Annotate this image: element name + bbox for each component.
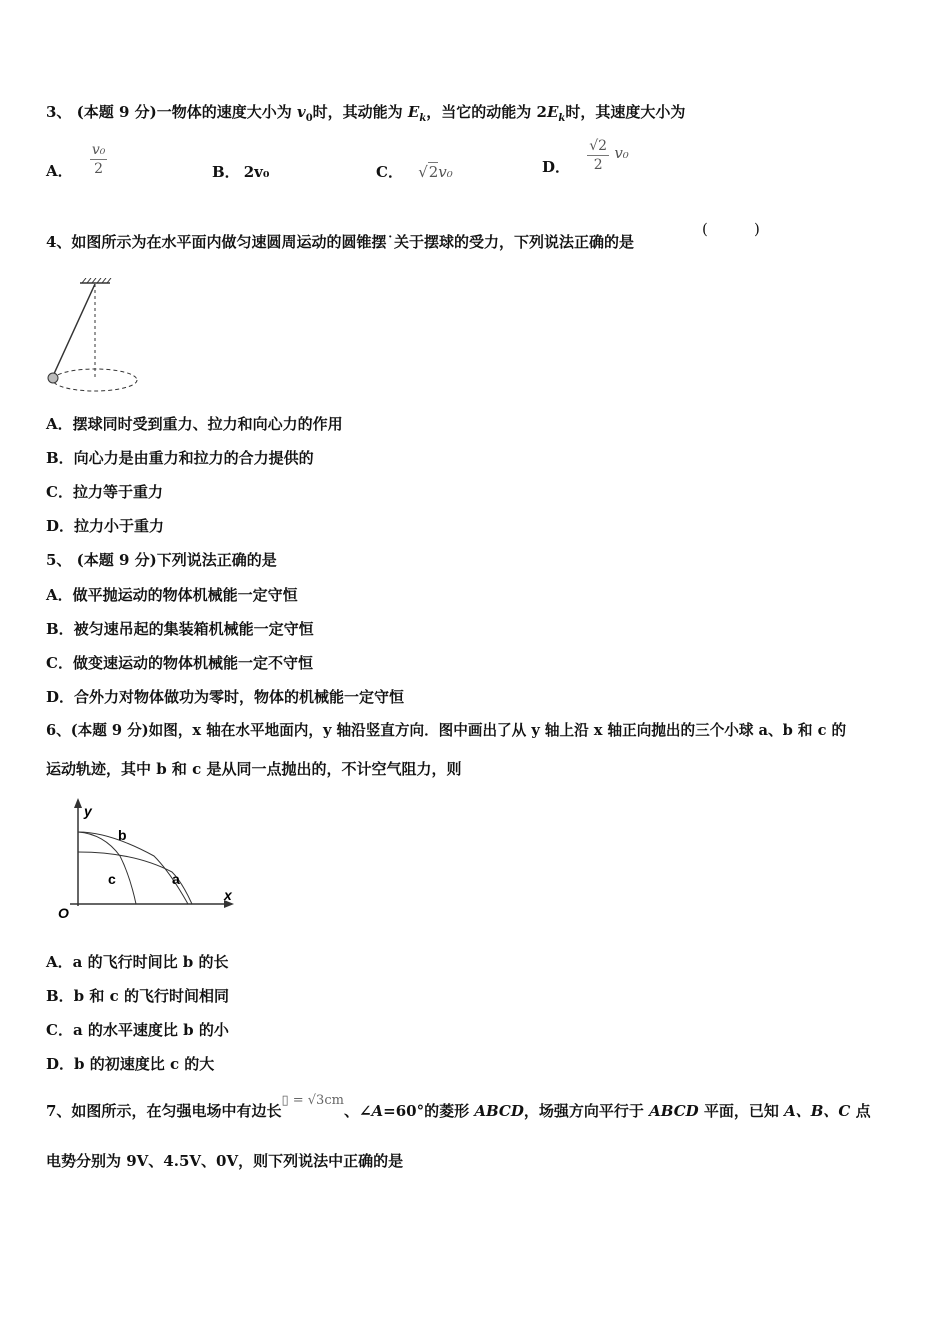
q3-prefix: 3、 (本题 9 分)一物体的速度大小为 — [46, 103, 297, 121]
pendulum-string — [53, 284, 95, 376]
q3-option-b-text: 2v₀ — [243, 163, 270, 181]
q3-option-c — [376, 162, 453, 182]
q7-stem-line2: 电势分别为 9V、4.5V、0V，则下列说法中正确的是 — [46, 1152, 404, 1170]
q6-stem-line1: 6、(本题 9 分)如图，x 轴在水平地面内，y 轴沿竖直方向．图中画出了从 y 轴上沿 x 轴正向抛出的三个小球 a、b 和 c 的 — [46, 722, 847, 739]
q3-option-c-label: C． — [376, 163, 403, 181]
q5-option-d: D．合外力对物体做功为零时，物体的机械能一定守恒 — [46, 688, 405, 706]
q3-option-c-var: v₀ — [438, 163, 453, 181]
q7-formula: ▯ = √3cm — [281, 1093, 344, 1108]
label-c: c — [108, 871, 116, 887]
q7-stem-f: 点 — [850, 1102, 871, 1120]
q3-ek-sub: k — [419, 113, 427, 124]
q3-ek2-sub: k — [558, 113, 566, 124]
q5-option-b: B．被匀速吊起的集装箱机械能一定守恒 — [46, 620, 314, 638]
q7-stem-d: ，场强方向平行于 — [523, 1102, 650, 1120]
q4-option-d: D．拉力小于重力 — [46, 517, 165, 535]
q3-option-c-expr — [418, 163, 453, 181]
q4-option-b: B．向心力是由重力和拉力的合力提供的 — [46, 449, 314, 467]
q3-option-b-label: B． — [212, 163, 240, 181]
q6-stem-line2: 运动轨迹，其中 b 和 c 是从同一点抛出的，不计空气阻力，则 — [46, 760, 462, 778]
q6-option-d: D．b 的初速度比 c 的大 — [46, 1055, 215, 1073]
q3-mid2: ，当它的动能为 2 — [426, 103, 547, 121]
q7-stem-b: 、∠ — [343, 1102, 372, 1120]
q3-ek: E — [407, 103, 420, 121]
q6-option-b: B．b 和 c 的飞行时间相同 — [46, 987, 229, 1005]
q5-option-a: A．做平抛运动的物体机械能一定守恒 — [46, 586, 298, 604]
q4-paren-close: ) — [754, 220, 760, 238]
q4-option-c: C．拉力等于重力 — [46, 483, 163, 501]
q3-option-d-fraction — [587, 137, 609, 174]
q3-option-a-label: A． — [46, 161, 73, 180]
q3-option-c-root: √ — [418, 163, 428, 181]
q4-option-a: A．摆球同时受到重力、拉力和向心力的作用 — [46, 415, 343, 433]
label-b: b — [118, 827, 127, 843]
q7-stem-a: 7、如图所示，在匀强电场中有边长 — [46, 1102, 282, 1120]
q5-stem: 5、 (本题 9 分)下列说法正确的是 — [46, 551, 277, 569]
q3-option-a-den: 2 — [94, 161, 104, 177]
q3-option-a — [46, 141, 107, 178]
origin-label: O — [58, 905, 69, 921]
x-axis-label: x — [224, 887, 232, 903]
q3-option-d — [542, 137, 629, 174]
q3-option-d-var: v₀ — [614, 143, 629, 162]
y-axis-arrow — [74, 798, 82, 808]
q7-angle-var: A — [371, 1102, 384, 1120]
q3-ek2: E — [546, 103, 559, 121]
q3-suffix: 时，其速度大小为 — [565, 103, 686, 121]
q7-stem-line1 — [46, 1093, 871, 1123]
q3-mid1: 时，其动能为 — [312, 103, 408, 121]
q7-shape: ABCD — [474, 1102, 524, 1120]
q5-option-c: C．做变速运动的物体机械能一定不守恒 — [46, 654, 313, 672]
q7-plane: ABCD — [649, 1102, 699, 1120]
q4-paren-open: ( — [702, 220, 708, 238]
q3-option-d-den: 2 — [593, 157, 603, 173]
q6-option-c: C．a 的水平速度比 b 的小 — [46, 1021, 229, 1039]
q3-option-a-fraction — [90, 141, 108, 178]
q4-stem: 4、如图所示为在水平面内做匀速圆周运动的圆锥摆˙关于摆球的受力，下列说法正确的是 — [46, 233, 634, 251]
projectile-graph — [54, 796, 240, 922]
q7-stem-e: 平面，已知 — [698, 1102, 785, 1120]
label-a: a — [172, 871, 180, 887]
q3-option-b — [212, 162, 269, 182]
conical-pendulum-figure — [44, 278, 148, 398]
q3-option-c-rad: 2 — [428, 163, 439, 181]
q3-v0-sub: 0 — [305, 113, 313, 124]
q7-points: A、B、C — [784, 1102, 851, 1120]
pendulum-bob — [48, 373, 58, 383]
q3-option-d-label: D． — [542, 157, 571, 176]
q3-stem — [46, 102, 685, 129]
q3-option-a-num: v₀ — [91, 142, 106, 158]
q3-option-d-num: √2 — [589, 138, 608, 154]
q7-stem-c: =60°的菱形 — [383, 1102, 475, 1120]
q3-v0: v — [296, 103, 306, 121]
y-axis-label: y — [84, 803, 92, 819]
q6-option-a: A．a 的飞行时间比 b 的长 — [46, 953, 229, 971]
